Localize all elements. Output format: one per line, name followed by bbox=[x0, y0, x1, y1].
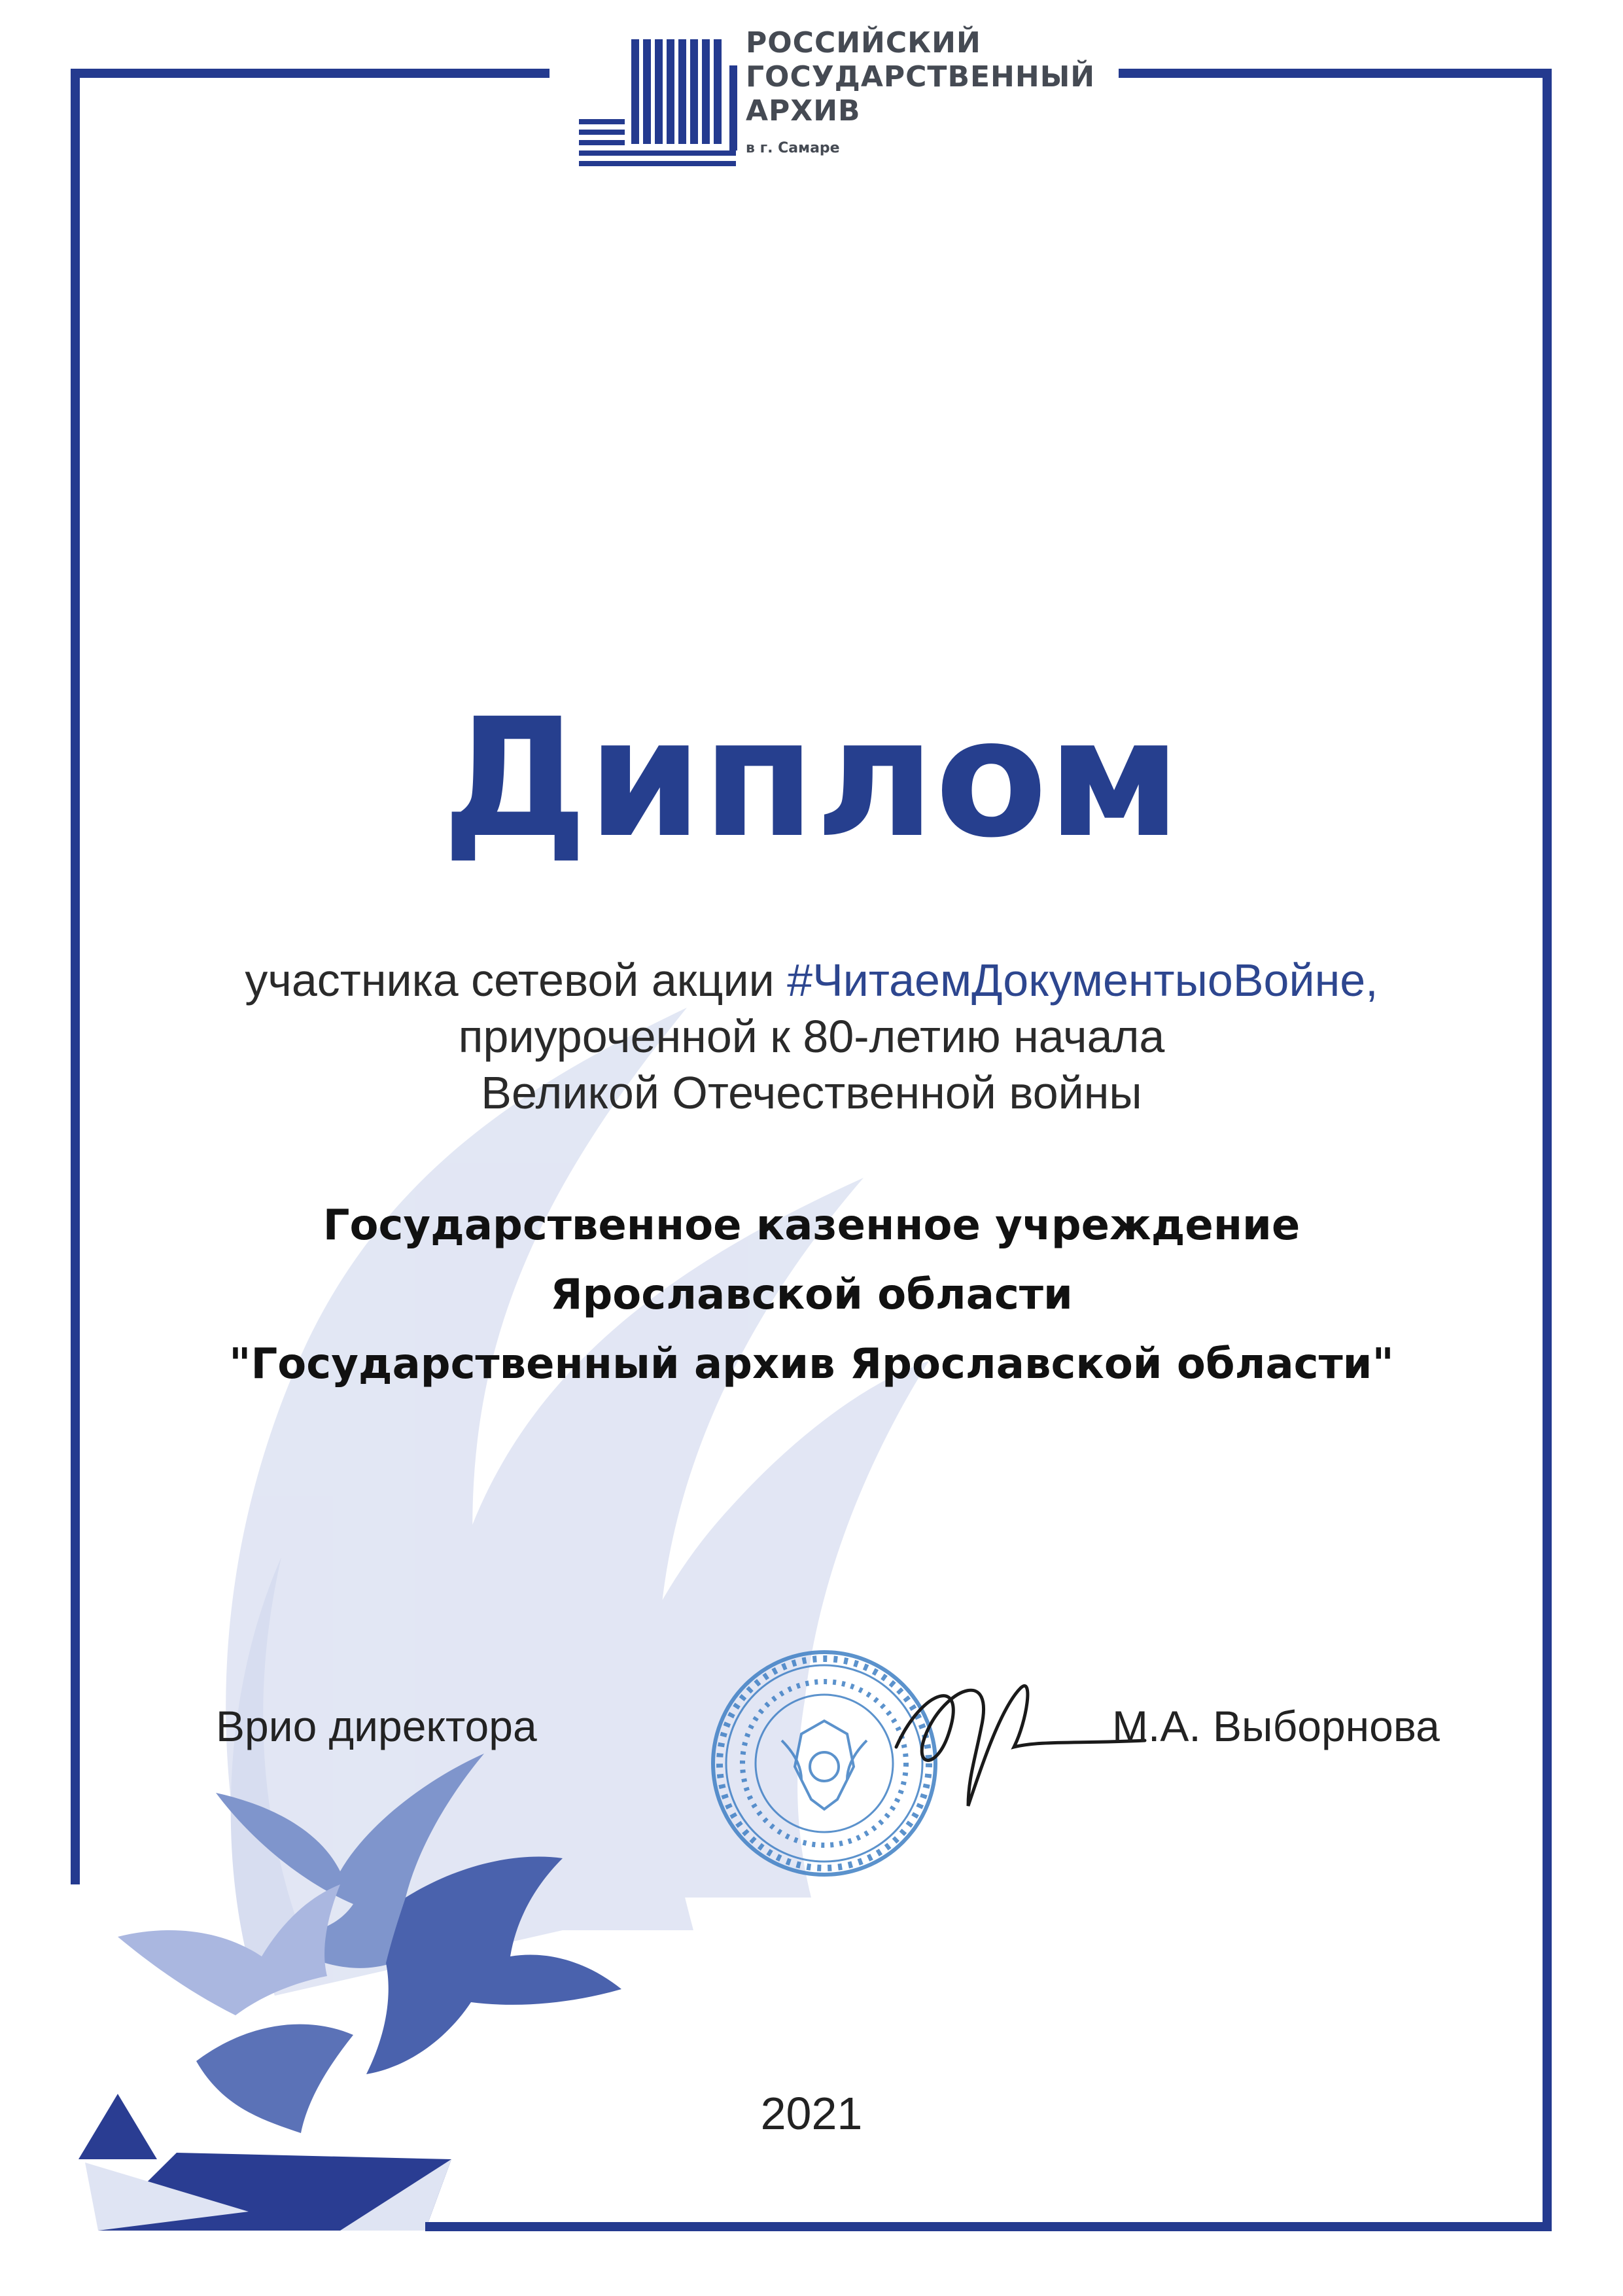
signatory-position: Врио директора bbox=[216, 1702, 537, 1750]
subtitle-hashtag: #ЧитаемДокументыоВойне, bbox=[787, 955, 1378, 1006]
logo-line-1: РОССИЙСКИЙ bbox=[746, 26, 981, 60]
handwritten-signature-icon bbox=[870, 1649, 1151, 1826]
subtitle-prefix: участника сетевой акции bbox=[245, 955, 788, 1006]
logo-line-2: ГОСУДАРСТВЕННЫЙ bbox=[746, 60, 1096, 94]
diploma-subtitle bbox=[0, 952, 1623, 1121]
logo-subline: в г. Самаре bbox=[746, 140, 840, 156]
diploma-year: 2021 bbox=[760, 2088, 863, 2139]
recipient-line-3: "Государственный архив Ярославской области" bbox=[229, 1340, 1394, 1388]
archive-logo-text bbox=[746, 26, 1095, 156]
diploma-title: Диплом bbox=[442, 683, 1181, 874]
frame-bottom bbox=[425, 2222, 1552, 2231]
subtitle-line-3: Великой Отечественной войны bbox=[481, 1067, 1142, 1118]
frame-top-left bbox=[71, 69, 550, 78]
recipient-line-2: Ярославской области bbox=[550, 1271, 1073, 1319]
logo-line-3: АРХИВ bbox=[746, 94, 861, 128]
recipient-organization bbox=[0, 1191, 1623, 1399]
subtitle-line-1 bbox=[0, 952, 1623, 1008]
frame-top-right bbox=[1119, 69, 1552, 78]
frame-right bbox=[1543, 69, 1552, 2231]
signatory-name: М.А. Выборнова bbox=[1112, 1702, 1440, 1750]
subtitle-line-2: приуроченной к 80-летию начала bbox=[458, 1011, 1165, 1062]
recipient-line-1: Государственное казенное учреждение bbox=[323, 1201, 1300, 1250]
